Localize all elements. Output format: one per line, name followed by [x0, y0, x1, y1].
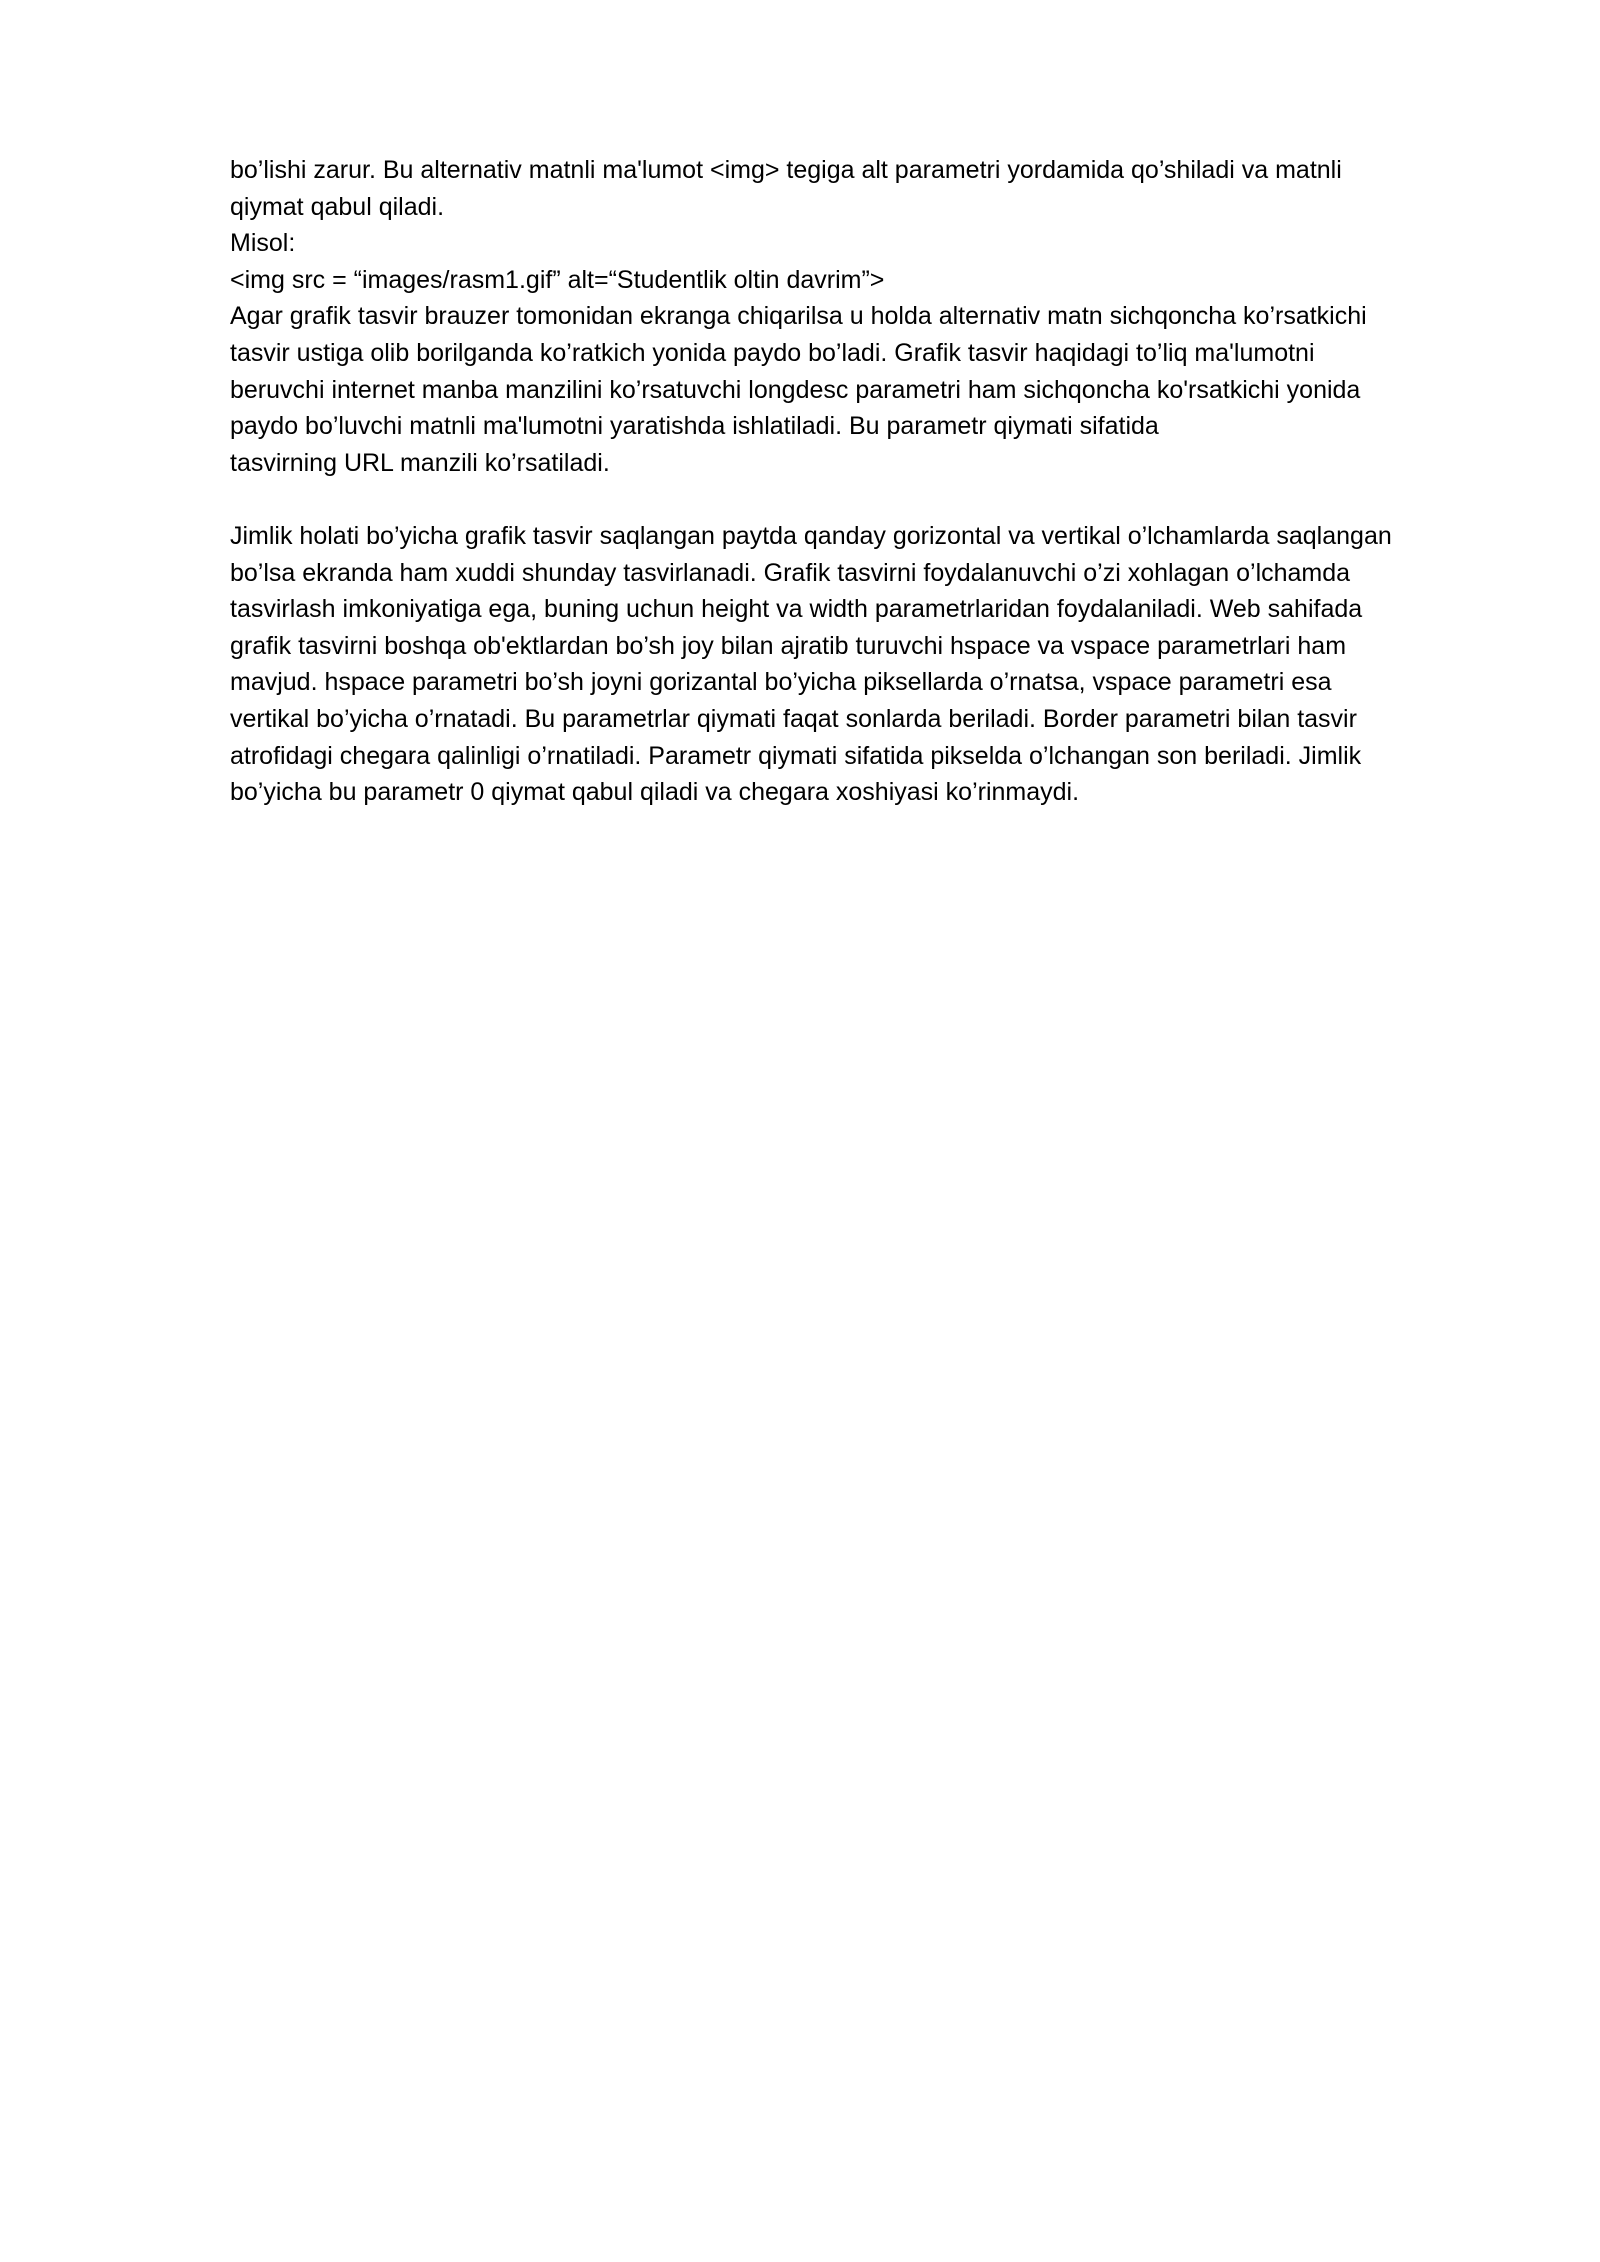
- text-line: vertikal bo’yicha o’rnatadi. Bu parametrlar qiymati faqat sonlarda beriladi. Border parametri bilan tasvir: [230, 704, 1357, 733]
- text-line: atrofidagi chegara qalinligi o’rnatiladi. Parametr qiymati sifatida pikselda o’lchangan son beriladi. Jimlik: [230, 741, 1362, 770]
- text-line: tasvirlash imkoniyatiga ega, buning uchun height va width parametrlaridan foydalaniladi. Web sahifada: [230, 595, 1363, 624]
- paragraph-dimensions: [230, 518, 1530, 811]
- text-line: bo’lsa ekranda ham xuddi shunday tasvirlanadi. Grafik tasvirni foydalanuvchi o’zi xohlagan o’lchamda: [230, 558, 1351, 587]
- text-line: Agar grafik tasvir brauzer tomonidan ekranga chiqarilsa u holda alternativ matn sichqoncha ko’rsatkichi: [230, 302, 1367, 331]
- text-line: qiymat qabul qiladi.: [230, 192, 445, 221]
- text-line: beruvchi internet manba manzilini ko’rsatuvchi longdesc parametri ham sichqoncha ko'rsatkichi yonida: [230, 375, 1361, 404]
- code-example-line: <img src = “images/rasm1.gif” alt=“Studentlik oltin davrim”>: [230, 265, 885, 294]
- text-line: grafik tasvirni boshqa ob'ektlardan bo’sh joy bilan ajratib turuvchi hspace va vspace parametrlari ham: [230, 631, 1347, 660]
- text-line: paydo bo’luvchi matnli ma'lumotni yaratishda ishlatiladi. Bu parametr qiymati sifatida: [230, 412, 1159, 441]
- text-line: tasvirning URL manzili ko’rsatiladi.: [230, 448, 610, 477]
- paragraph-spacer: [230, 481, 1530, 518]
- paragraph-alt-text: [230, 152, 1530, 481]
- text-line: Misol:: [230, 229, 296, 258]
- page-body-text: [230, 152, 1530, 811]
- text-line: bo’yicha bu parametr 0 qiymat qabul qiladi va chegara xoshiyasi ko’rinmaydi.: [230, 778, 1080, 807]
- text-line: mavjud. hspace parametri bo’sh joyni gorizantal bo’yicha piksellarda o’rnatsa, vspace parametri esa: [230, 668, 1332, 697]
- text-line: Jimlik holati bo’yicha grafik tasvir saqlangan paytda qanday gorizontal va vertikal o’lchamlarda saqlangan: [230, 521, 1392, 550]
- text-line: tasvir ustiga olib borilganda ko’ratkich yonida paydo bo’ladi. Grafik tasvir haqidagi to’liq ma'lumotni: [230, 338, 1315, 367]
- text-line: bo’lishi zarur. Bu alternativ matnli ma'lumot <img> tegiga alt parametri yordamida qo’shiladi va matnli: [230, 156, 1342, 184]
